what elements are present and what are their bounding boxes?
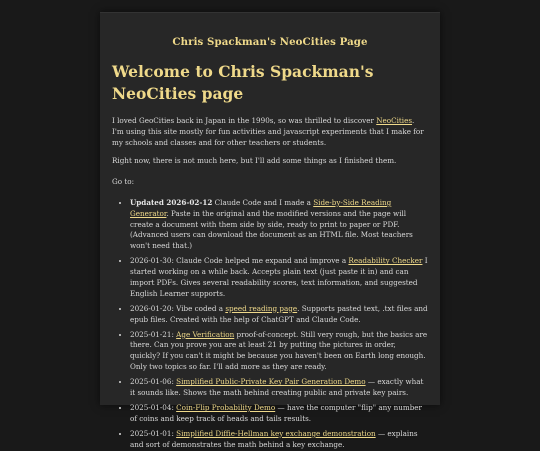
age-verification-link[interactable]: Age Verification: [176, 329, 235, 339]
key-pair-demo-link[interactable]: Simplified Public-Private Key Pair Generation Demo: [176, 377, 366, 387]
project-list: [112, 198, 428, 451]
side-by-side-link[interactable]: Side-by-Side Reading Generator: [130, 197, 392, 218]
item-description: — have the computer "flip" any number of coins and keep track of heads and tails results.: [130, 403, 422, 423]
list-item-diffie-hellman: [130, 429, 428, 451]
item-date: 2025-01-04:: [130, 403, 177, 413]
item-description: — explains and sort of demonstrates the math behind a key exchange.: [130, 428, 418, 449]
item-text: Claude Code and I made a: [212, 197, 314, 207]
intro-text-after: . I'm using this site mostly for fun activities and javascript experiments that I make for my schools and classes and for other teachers or students.: [112, 116, 424, 147]
item-description: I started working on a while back. Accepts plain text (just paste it in) and can import PDFs. Gives several readability scores, text information, and suggested English Learner supports.: [130, 256, 428, 298]
item-description: proof-of-concept. Still very rough, but the basics are there. Can you prove you are at least 21 by putting the pictures in order, quickly? If you can't it might be because you haven't been on Earth long enough. Only two topics so far. I'll add more as they are ready.: [130, 329, 428, 372]
list-item-side-by-side: [130, 198, 428, 252]
item-description: . Paste in the original and the modified versions and the page will create a document with them side by side, ready to print to paper or PDF. (Advanced users can download the document as an HTML file. Most teachers won't need that.): [130, 208, 413, 251]
item-date: 2025-01-01:: [130, 428, 177, 438]
list-item-speed-reading: [130, 304, 428, 326]
item-date: 2025-01-06:: [130, 377, 177, 387]
updated-badge: Updated 2026-02-12: [130, 197, 213, 207]
item-description: — exactly what it sounds like. Shows the math behind creating public and private key pairs.: [130, 377, 424, 397]
item-date: 2026-01-30:: [130, 256, 177, 266]
item-description: . Supports pasted text, .txt files and epub files. Created with the help of ChatGPT and Claude Code.: [130, 303, 428, 324]
item-text: Vibe coded a: [176, 303, 226, 313]
list-item-age-verification: [130, 330, 428, 373]
item-text: Claude Code helped me expand and improve a: [176, 256, 349, 266]
coin-flip-link[interactable]: Coin-Flip Probability Demo: [176, 403, 276, 413]
content-card: [100, 12, 440, 449]
readability-checker-link[interactable]: Readability Checker: [348, 256, 423, 266]
list-item-key-pair: [130, 377, 428, 399]
site-title: Chris Spackman's NeoCities Page: [172, 36, 368, 48]
diffie-hellman-link[interactable]: Simplified Diffie-Hellman key exchange demonstration: [176, 428, 376, 438]
list-item-readability: [130, 256, 428, 299]
intro-text-before: I loved GeoCities back in Japan in the 1990s, so was thrilled to discover: [112, 116, 377, 125]
list-item-coin-flip: [130, 403, 428, 425]
item-date: 2025-01-21:: [130, 329, 177, 339]
neocities-link[interactable]: NeoCities: [376, 116, 413, 125]
status-paragraph: Right now, there is not much here, but I'll add some things as I finished them.: [112, 156, 397, 166]
item-date: 2026-01-20:: [130, 303, 177, 313]
speed-reading-link[interactable]: speed reading page: [225, 303, 298, 313]
page-heading: Welcome to Chris Spackman's NeoCities page: [112, 62, 374, 103]
intro-paragraph: [112, 116, 428, 148]
goto-label: Go to:: [112, 177, 134, 187]
